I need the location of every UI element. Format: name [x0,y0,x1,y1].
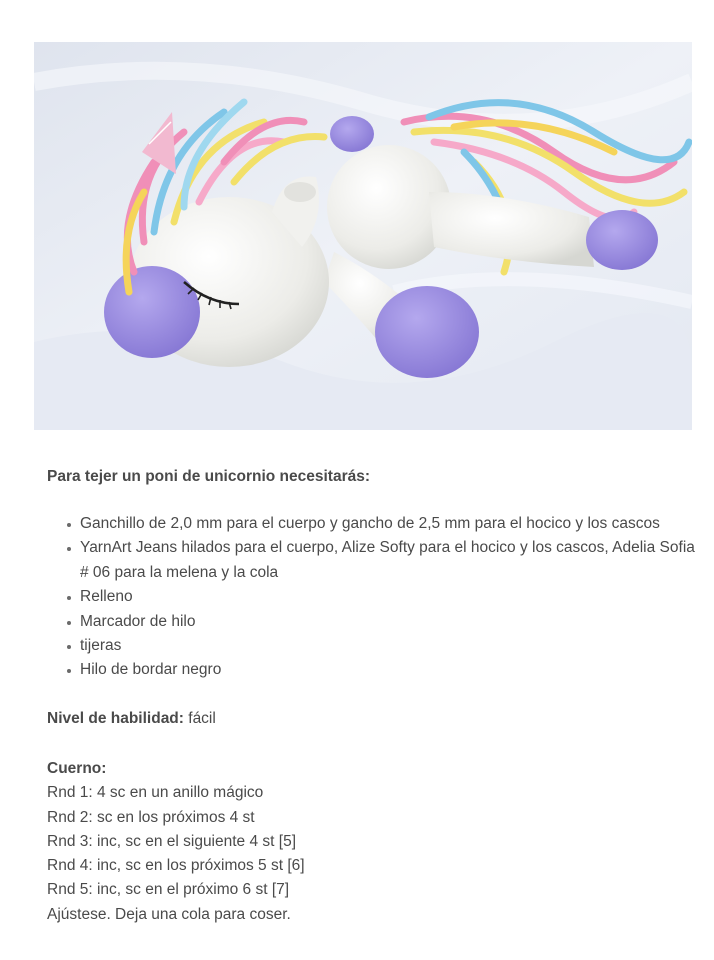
list-item: tijeras [47,634,697,658]
list-item: Marcador de hilo [47,610,697,634]
materials-heading: Para tejer un poni de unicornio necesitarás: [47,468,371,485]
horn-round: Rnd 3: inc, sc en el siguiente 4 st [5] [47,832,296,850]
list-item: Relleno [47,585,697,609]
list-item: Ganchillo de 2,0 mm para el cuerpo y gancho de 2,5 mm para el hocico y los cascos [47,512,697,536]
horn-round: Rnd 1: 4 sc en un anillo mágico [47,784,264,802]
horn-section [47,757,305,927]
horn-title: Cuerno: [47,760,107,777]
skill-level [47,707,216,731]
unicorn-photo [34,42,692,430]
skill-value: fácil [183,710,216,727]
horn-round: Rnd 2: sc en los próximos 4 st [47,808,255,826]
list-item: Hilo de bordar negro [47,658,697,682]
materials-list [47,512,697,683]
skill-label: Nivel de habilidad: [47,710,184,727]
horn-round: Rnd 4: inc, sc en los próximos 5 st [6] [47,857,305,875]
list-item: YarnArt Jeans hilados para el cuerpo, Alize Softy para el hocico y los cascos, Adelia Sofia # 06 para la melena y la cola [47,536,697,585]
horn-round: Rnd 5: inc, sc en el próximo 6 st [7] [47,881,290,899]
horn-closing: Ajústese. Deja una cola para coser. [47,905,291,923]
